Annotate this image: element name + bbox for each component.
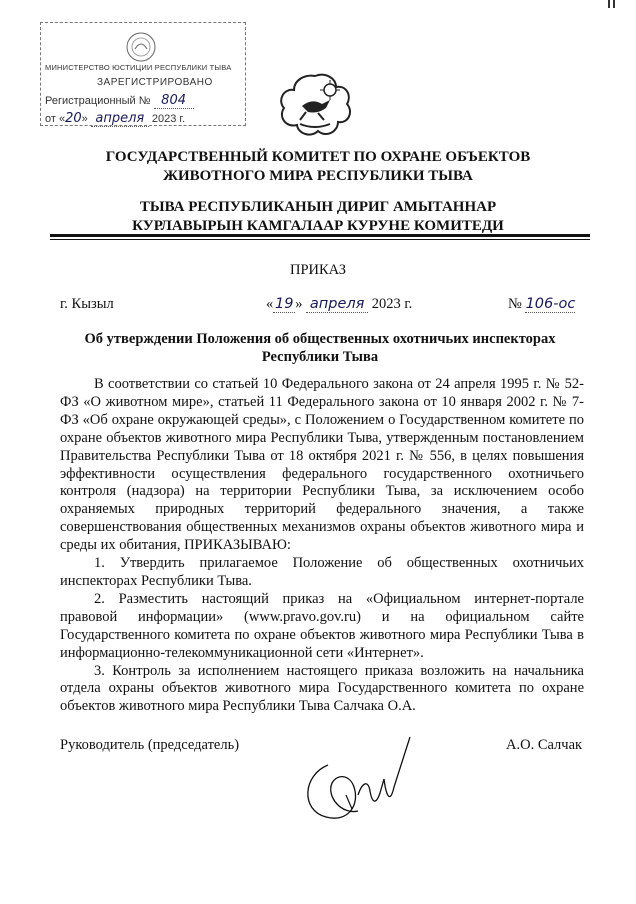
signatory-name: А.О. Салчак <box>506 737 583 753</box>
order-date-open: « <box>266 296 274 312</box>
order-date <box>266 296 412 313</box>
stamp-date-year: 2023 г. <box>151 113 186 125</box>
order-date-month: апреля <box>306 296 368 313</box>
stamp-date-mid: » <box>81 113 88 125</box>
order-date-close: » <box>295 296 303 312</box>
stamp-date-month: апреля <box>91 111 149 127</box>
order-number <box>508 296 575 313</box>
order-title-line2: Республики Тыва <box>261 349 379 365</box>
order-number-label: № <box>508 296 522 312</box>
body-paragraph-item-3: 3. Контроль за исполнением настоящего приказа возложить на начальника отдела охраны объектов животного мира Государственного комитета по охране объектов животного мира Республики Тыва Салчака О.А. <box>60 662 584 715</box>
order-title <box>60 330 580 366</box>
body-paragraph-item-2: 2. Разместить настоящий приказ на «Официальном интернет-портале правовой информации» (www.pravo.gov.ru) и на официальном сайте Государственного комитета по охране объектов животного мира Республики Тыва в информационно-телекоммуникационной сети «Интернет». <box>60 590 584 661</box>
header-divider-thick <box>50 234 590 237</box>
header-org-ru-line1: ГОСУДАРСТВЕННЫЙ КОМИТЕТ ПО ОХРАНЕ ОБЪЕКТОВ <box>105 149 531 165</box>
stamp-reg-number: 804 <box>154 93 194 109</box>
body-paragraph-preamble: В соответствии со статьей 10 Федерального закона от 24 апреля 1995 г. № 52-ФЗ «О животном мире», статьей 11 Федерального закона от 10 января 2002 г. № 7-ФЗ «Об охране окружающей среды», с Положением о Государственном комитете по охране объектов животного мира Республики Тыва, утвержденным постановлением Правительства Республики Тыва от 18 октября 2021 г. № 556, в целях повышения эффективности осуществления федерального государственного охотничьего контроля (надзора) на территории Республики Тыва, за исключением особо охраняемых природных территорий федерального значения, а также совершенствования общественных механизмов охраны объектов животного мира и среды их обитания, ПРИКАЗЫВАЮ: <box>60 376 584 554</box>
order-date-year: 2023 г. <box>371 296 413 312</box>
header-org-tyv-line2: КУРЛАВЫРЫН КАМГАЛААР КУРУНЕ КОМИТЕДИ <box>132 218 504 234</box>
coat-of-arms-icon <box>278 72 352 138</box>
stamp-registered: ЗАРЕГИСТРИРОВАНО <box>97 77 213 88</box>
order-body <box>60 376 584 716</box>
order-city: г. Кызыл <box>60 296 114 312</box>
order-number-value: 106-ос <box>525 296 576 312</box>
header-org-ru-line2: ЖИВОТНОГО МИРА РЕСПУБЛИКИ ТЫВА <box>163 168 473 184</box>
stamp-date-day: 20 <box>65 111 82 126</box>
body-paragraph-item-1: 1. Утвердить прилагаемое Положение об общественных охотничьих инспекторах Республики Тыва. <box>60 555 584 589</box>
stamp-date-row <box>45 111 185 127</box>
stamp-date-prefix: от « <box>45 113 66 125</box>
header-divider-thin <box>50 239 590 240</box>
stamp-ministry: МИНИСТЕРСТВО ЮСТИЦИИ РЕСПУБЛИКИ ТЫВА <box>45 63 232 72</box>
document-type: ПРИКАЗ <box>289 262 347 278</box>
order-title-line1: Об утверждении Положения об общественных охотничьих инспекторах <box>84 331 556 347</box>
stamp-crest-icon <box>121 27 161 67</box>
stamp-reg-row <box>45 93 194 109</box>
stamp-reg-label: Регистрационный № <box>45 95 151 107</box>
scan-corner-mark <box>608 0 618 10</box>
signatory-position: Руководитель (председатель) <box>60 737 240 753</box>
handwritten-signature <box>298 735 418 835</box>
registration-stamp <box>40 22 246 126</box>
order-date-day: 19 <box>275 296 294 312</box>
header-org-tyv-line1: ТЫВА РЕСПУБЛИКАНЫН ДИРИГ АМЫТАННАР <box>139 199 497 215</box>
